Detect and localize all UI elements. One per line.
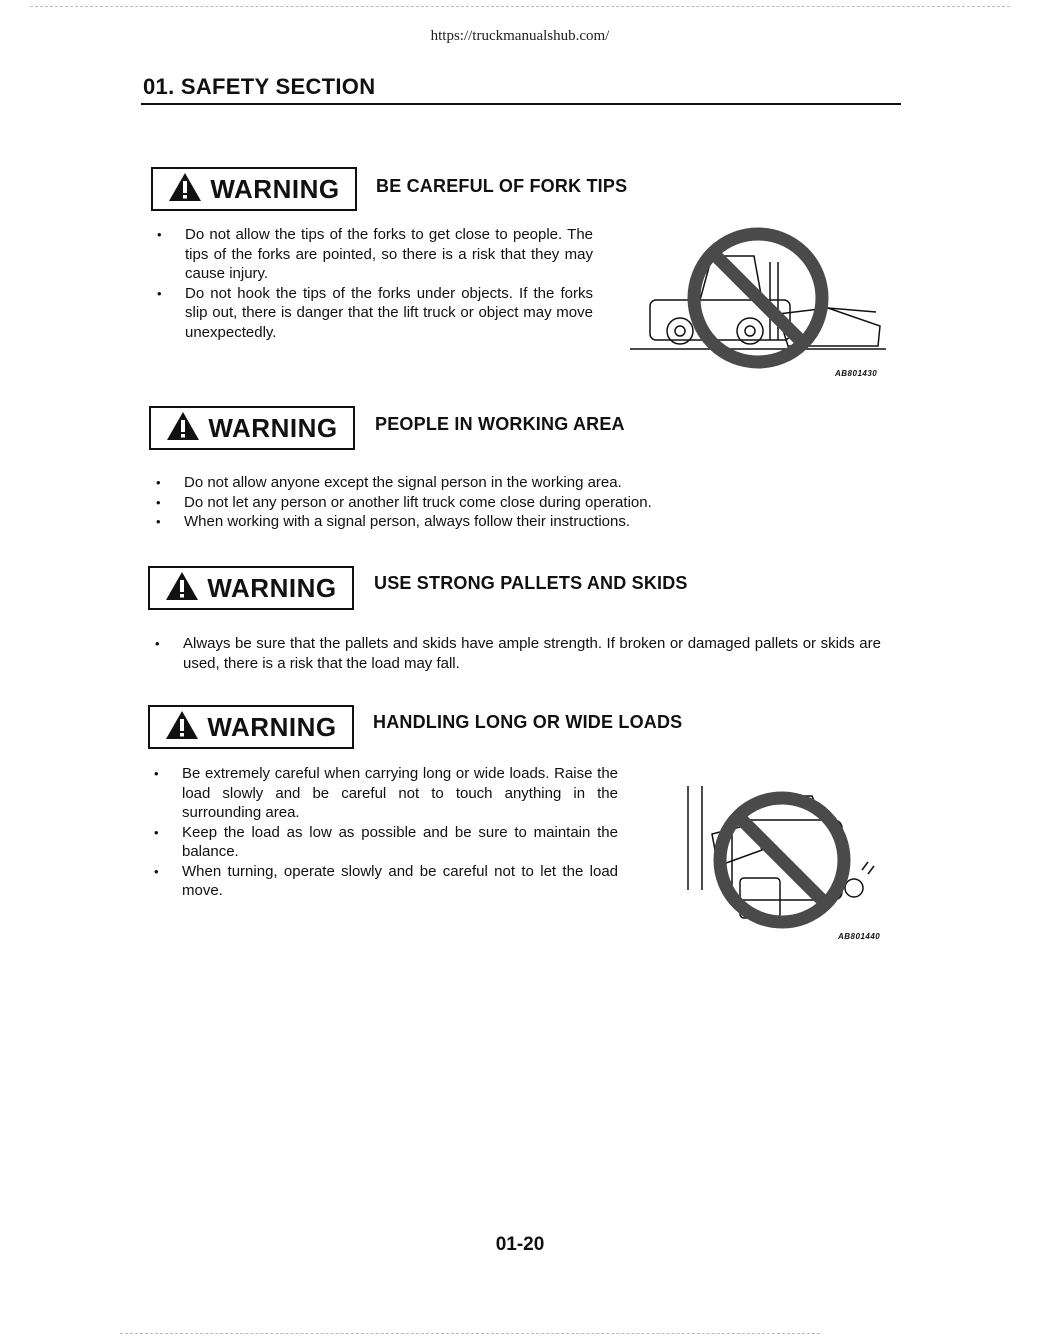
figure-code: AB801440 [838, 932, 881, 941]
page-number: 01-20 [495, 1234, 545, 1255]
warning-triangle-icon [165, 710, 199, 745]
fork-tips-prohibition-illustration [628, 218, 890, 378]
warning-label: WARNING [207, 572, 337, 603]
list-item: • Do not allow anyone except the signal person in the working area. [154, 473, 874, 493]
warning-label-box [149, 406, 355, 450]
list-item: • Keep the load as low as possible and be sure to maintain the balance. [152, 823, 618, 862]
wide-load-prohibition-illustration [682, 780, 882, 940]
prohibition-icon [720, 798, 844, 922]
prohibition-icon [694, 234, 822, 362]
list-item: • When working with a signal person, always follow their instructions. [154, 512, 874, 532]
warning-label: WARNING [207, 711, 337, 742]
list-item: • Do not allow the tips of the forks to get close to people. The tips of the forks are pointed, so there is a risk that they may cause injury. [155, 225, 593, 284]
warning-label: WARNING [210, 173, 340, 204]
warning-label-box [148, 566, 354, 610]
figure-code: AB801430 [835, 369, 878, 378]
warning-heading: BE CAREFUL OF FORK TIPS [376, 176, 628, 196]
warning-bullet-list [154, 473, 874, 532]
list-item: • When turning, operate slowly and be careful not to let the load move. [152, 862, 618, 901]
warning-heading: USE STRONG PALLETS AND SKIDS [374, 573, 688, 593]
list-item: • Always be sure that the pallets and skids have ample strength. If broken or damaged pallets or skids are used, there is a risk that the load may fall. [153, 634, 881, 673]
list-item: • Do not hook the tips of the forks under objects. If the forks slip out, there is danger that the lift truck or object may move unexpectedly. [155, 284, 593, 343]
scan-artifact-top [30, 6, 1010, 7]
section-divider [141, 103, 901, 105]
warning-bullet-list [153, 634, 881, 673]
warning-bullet-list [152, 764, 618, 901]
warning-label-box [148, 705, 354, 749]
section-title: 01. SAFETY SECTION [143, 74, 376, 99]
warning-label: WARNING [208, 412, 338, 443]
warning-triangle-icon [168, 172, 202, 207]
list-item: • Be extremely careful when carrying long or wide loads. Raise the load slowly and be careful not to touch anything in the surrounding area. [152, 764, 618, 823]
warning-heading: HANDLING LONG OR WIDE LOADS [373, 712, 683, 732]
warning-triangle-icon [165, 571, 199, 606]
warning-bullet-list [155, 225, 593, 342]
scan-artifact-bottom [120, 1333, 820, 1334]
source-url[interactable]: https://truckmanualshub.com/ [430, 28, 610, 44]
list-item: • Do not let any person or another lift truck come close during operation. [154, 493, 874, 513]
warning-heading: PEOPLE IN WORKING AREA [375, 414, 625, 434]
warning-triangle-icon [166, 411, 200, 446]
warning-label-box [151, 167, 357, 211]
